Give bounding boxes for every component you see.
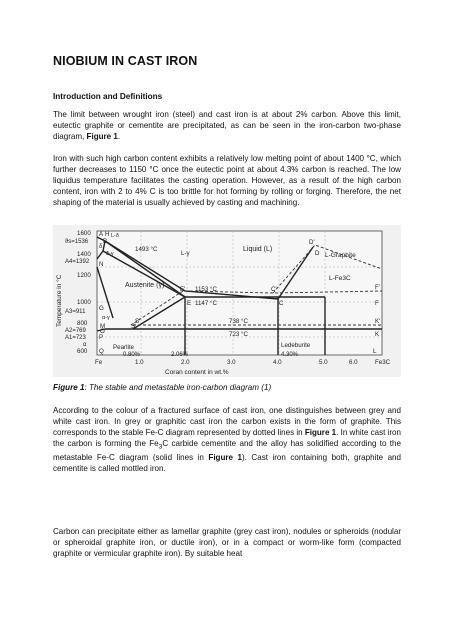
temp-738: 738 °C <box>229 318 248 325</box>
point-c-prime: C' <box>271 286 277 293</box>
point-k: K <box>375 331 380 338</box>
diagram-svg <box>53 225 401 377</box>
label-ts: ϑs=1536 <box>65 239 89 245</box>
point-g: G <box>99 305 104 312</box>
x-tick-1: 1.0 <box>135 359 144 366</box>
point-s-prime: S' <box>135 318 141 325</box>
temp-1147: 1147 °C <box>195 300 217 307</box>
y-tick-1600: 1600 <box>77 230 91 237</box>
label-a4: A4=1392 <box>65 259 90 265</box>
x-tick-fe3c: Fe3C <box>375 359 391 366</box>
iron-carbon-diagram <box>53 225 401 377</box>
region-delta: δ <box>99 244 103 250</box>
region-pearlite: Pearlite <box>113 344 134 351</box>
x-tick-6: 6.0 <box>349 359 358 366</box>
point-l: L <box>373 348 377 355</box>
comp-206: 2.06% <box>171 352 189 358</box>
figure-caption <box>53 383 271 392</box>
comp-080: 0.80% <box>123 352 141 358</box>
temp-1493: 1493 °C <box>135 246 158 253</box>
x-axis-label: Coran content in wt.% <box>165 369 229 376</box>
paragraph-4: Carbon can precipitate either as lamellar graphite (grey cast iron), nodules or spheroids (nodular or spheroidal graphite iron, or ductile iron), or in a compact or worm-like form (compacted graphite or vermicular graphite iron). By suitable heat <box>53 527 401 558</box>
region-l-graphite: L-Graphite <box>325 252 356 259</box>
region-l-gamma: L-γ <box>181 250 190 257</box>
point-e: E <box>187 300 192 307</box>
label-a3: A3=911 <box>65 309 86 315</box>
region-l-delta: L-δ <box>111 233 119 239</box>
region-delta-gamma: δ-γ <box>106 251 114 257</box>
point-q: Q <box>99 348 104 355</box>
paragraph-3-sub: 3 <box>158 443 163 451</box>
temp-1153: 1153 °C <box>195 286 217 293</box>
point-d-prime: D' <box>309 239 315 246</box>
y-tick-1200: 1200 <box>77 272 91 279</box>
y-tick-600: 600 <box>77 348 88 355</box>
x-tick-5: 5.0 <box>319 359 328 366</box>
document-title: NIOBIUM IN CAST IRON <box>53 54 198 68</box>
y-tick-800: 800 <box>77 320 88 327</box>
paragraph-3-ref2: Figure 1 <box>208 453 242 463</box>
paragraph-1 <box>53 110 401 143</box>
region-gamma-alpha: α-γ <box>102 315 110 321</box>
section-heading: Introduction and Definitions <box>53 92 163 101</box>
point-o: O <box>100 328 105 335</box>
x-tick-3: 3.0 <box>227 359 236 366</box>
region-ledeburite: Ledeburite <box>281 342 311 349</box>
point-m: M <box>100 323 106 330</box>
paragraph-3-b: . In white cast iron the carbon is forming the Fe <box>53 427 401 448</box>
x-tick-4: 4.0 <box>273 359 282 366</box>
region-liquid: Liquid (L) <box>243 246 273 253</box>
paragraph-1-end: . <box>117 131 121 141</box>
label-a1: A1=723 <box>65 335 86 341</box>
paragraph-1-text: The limit between wrought iron (steel) and cast iron is at about 2% carbon. Above this limit, eutectic graphite or cementite are precipitated, as can be seen in the iron-carbon two-phase diagram, <box>53 110 401 141</box>
y-tick-1400: 1400 <box>77 251 91 258</box>
caption-label: Figure 1 <box>53 383 85 392</box>
point-s: S <box>131 323 136 330</box>
paragraph-3 <box>53 406 401 475</box>
temp-723: 723 °C <box>229 331 248 338</box>
x-tick-fe: Fe <box>95 359 103 366</box>
paragraph-3-a: According to the colour of a fractured surface of cast iron, one distinguishes between grey and white cast iron. In grey or graphitic cast iron the carbon exists in the form of graphite. This corresponds to the stable Fe-C diagram represented by dotted lines in <box>53 406 401 437</box>
point-a: A <box>99 231 104 238</box>
caption-text: : The stable and metastable iron-carbon diagram (1) <box>84 383 272 392</box>
region-l-fe3c: L-Fe3C <box>329 275 351 282</box>
paragraph-3-ref1: Figure 1 <box>304 427 337 437</box>
y-tick-1000: 1000 <box>77 299 91 306</box>
region-austenite: Austenite (γ) <box>125 282 165 289</box>
point-h: H <box>105 231 110 238</box>
paragraph-3-d: ). Cast iron containing both, graphite and cementite is called mottled iron. <box>53 453 401 474</box>
y-axis-label: Temperature in °C <box>56 274 63 327</box>
point-e-prime: E' <box>180 286 186 293</box>
point-d: D <box>315 250 320 257</box>
point-c: C <box>279 300 284 307</box>
x-tick-2: 2.0 <box>181 359 190 366</box>
point-f: F <box>375 300 379 307</box>
paragraph-3-c: C carbide cementite and the alloy has solidified according to the metastable Fe-C diagram (solid lines in <box>53 438 401 463</box>
point-n: N <box>99 261 104 268</box>
paragraph-2: Iron with such high carbon content exhibits a relatively low melting point of about 1400 °C, which further decreases to 1150 °C once the eutectic point at about 4.3% carbon is reached. The low liquidus temperature facilitates the casting operation. However, as a result of the high carbon content, iron with 2 to 4% C is too brittle for hot forming by rolling or forging. Therefore, the net shaping of the material is usually achieved by casting and machining. <box>53 154 401 207</box>
point-p: P <box>99 334 104 341</box>
label-a2: A2=769 <box>65 328 86 334</box>
point-f-prime: F' <box>375 284 380 291</box>
point-b: B <box>103 238 108 245</box>
figure-reference: Figure 1 <box>86 131 118 141</box>
comp-430: 4.30% <box>281 352 299 358</box>
label-alpha: α <box>83 342 87 348</box>
point-k-prime: K' <box>375 318 381 325</box>
